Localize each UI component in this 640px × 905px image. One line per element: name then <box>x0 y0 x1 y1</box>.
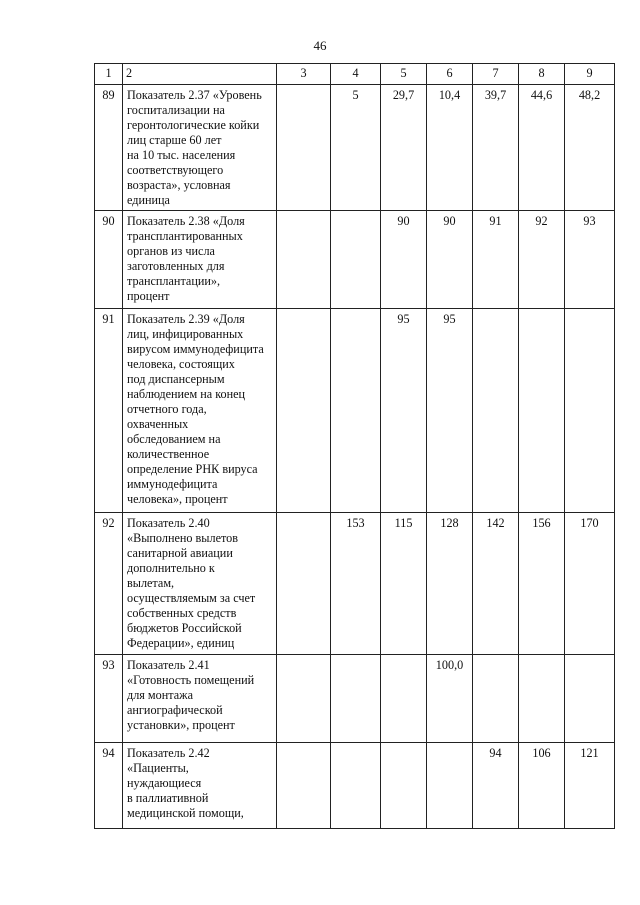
value-cell <box>565 309 615 513</box>
table-row <box>95 85 615 211</box>
table-row <box>95 743 615 829</box>
column-header: 6 <box>427 64 473 85</box>
value-cell <box>277 309 331 513</box>
table-header-row <box>95 64 615 85</box>
value-cell: 10,4 <box>427 85 473 211</box>
table-row <box>95 655 615 743</box>
table-row <box>95 309 615 513</box>
value-cell <box>473 309 519 513</box>
value-cell <box>473 655 519 743</box>
column-header: 5 <box>381 64 427 85</box>
value-cell: 153 <box>331 513 381 655</box>
indicator-description: Показатель 2.40 «Выполнено вылетов санитарной авиации дополнительно к вылетам, осуществляемым за счет собственных средств бюджетов Российской Федерации», единиц <box>123 513 277 655</box>
value-cell: 90 <box>427 211 473 309</box>
value-cell: 39,7 <box>473 85 519 211</box>
indicator-description: Показатель 2.37 «Уровень госпитализации на геронтологические койки лиц старше 60 лет на 10 тыс. населения соответствующего возраста», условная единица <box>123 85 277 211</box>
value-cell <box>381 743 427 829</box>
value-cell: 94 <box>473 743 519 829</box>
value-cell: 93 <box>565 211 615 309</box>
column-header: 8 <box>519 64 565 85</box>
value-cell: 91 <box>473 211 519 309</box>
value-cell <box>519 309 565 513</box>
value-cell: 90 <box>381 211 427 309</box>
column-header: 1 <box>95 64 123 85</box>
value-cell: 95 <box>381 309 427 513</box>
column-header: 4 <box>331 64 381 85</box>
value-cell <box>331 743 381 829</box>
value-cell: 5 <box>331 85 381 211</box>
value-cell <box>277 211 331 309</box>
value-cell: 106 <box>519 743 565 829</box>
value-cell: 115 <box>381 513 427 655</box>
row-number: 93 <box>95 655 123 743</box>
page-number: 46 <box>313 38 327 53</box>
value-cell <box>277 743 331 829</box>
value-cell <box>331 211 381 309</box>
value-cell: 170 <box>565 513 615 655</box>
column-header: 7 <box>473 64 519 85</box>
value-cell: 44,6 <box>519 85 565 211</box>
indicator-description: Показатель 2.39 «Доля лиц, инфицированных вирусом иммунодефицита человека, состоящих под диспансерным наблюдением на конец отчетного года, охваченных обследованием на количественное определение РНК вируса иммунодефицита человека», процент <box>123 309 277 513</box>
value-cell: 95 <box>427 309 473 513</box>
value-cell: 142 <box>473 513 519 655</box>
indicator-description: Показатель 2.41 «Готовность помещений для монтажа ангиографической установки», процент <box>123 655 277 743</box>
value-cell: 29,7 <box>381 85 427 211</box>
table-row <box>95 211 615 309</box>
value-cell <box>427 743 473 829</box>
indicator-table <box>94 63 615 829</box>
value-cell <box>277 513 331 655</box>
value-cell <box>277 655 331 743</box>
row-number: 94 <box>95 743 123 829</box>
indicator-description: Показатель 2.38 «Доля трансплантированных органов из числа заготовленных для трансплантации», процент <box>123 211 277 309</box>
row-number: 89 <box>95 85 123 211</box>
row-number: 91 <box>95 309 123 513</box>
column-header: 2 <box>123 64 277 85</box>
row-number: 92 <box>95 513 123 655</box>
value-cell <box>381 655 427 743</box>
indicator-description: Показатель 2.42 «Пациенты, нуждающиеся в паллиативной медицинской помощи, <box>123 743 277 829</box>
value-cell <box>331 655 381 743</box>
row-number: 90 <box>95 211 123 309</box>
table-row <box>95 513 615 655</box>
value-cell: 92 <box>519 211 565 309</box>
value-cell: 100,0 <box>427 655 473 743</box>
value-cell <box>565 655 615 743</box>
value-cell: 156 <box>519 513 565 655</box>
column-header: 3 <box>277 64 331 85</box>
value-cell <box>331 309 381 513</box>
value-cell: 121 <box>565 743 615 829</box>
value-cell: 128 <box>427 513 473 655</box>
value-cell <box>519 655 565 743</box>
column-header: 9 <box>565 64 615 85</box>
value-cell: 48,2 <box>565 85 615 211</box>
value-cell <box>277 85 331 211</box>
